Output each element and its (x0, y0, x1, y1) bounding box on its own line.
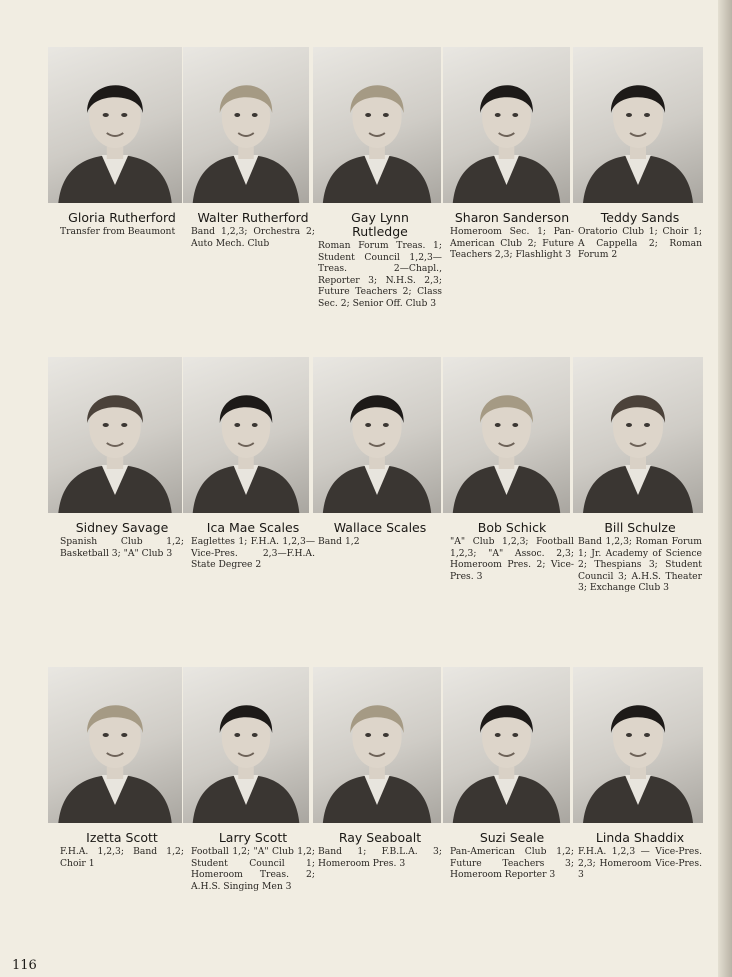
student-activities: "A" Club 1,2,3; Football 1,2,3; "A" Assoc. 2,3; Homeroom Pres. 2; Vice-Pres. 3 (450, 536, 574, 582)
student-portrait (48, 357, 182, 513)
student-name: Teddy Sands (600, 210, 680, 225)
student-portrait (443, 667, 570, 823)
student-activities: Eaglettes 1; F.H.A. 1,2,3—Vice-Pres. 2,3—F.H.A. State Degree 2 (191, 536, 315, 571)
student-portrait (183, 357, 309, 513)
student-caption (450, 211, 574, 261)
student-name: Linda Shaddix (595, 830, 685, 845)
student-caption (578, 211, 702, 261)
student-caption (60, 521, 184, 559)
student-name: Gay Lynn Rutledge (351, 210, 409, 239)
student-portrait (443, 357, 570, 513)
student-activities: Oratorio Club 1; Choir 1; A Cappella 2; Roman Forum 2 (578, 226, 702, 261)
student-name: Bill Schulze (604, 520, 676, 535)
student-activities: Transfer from Beaumont (60, 226, 176, 237)
student-name: Gloria Rutherford (68, 210, 176, 225)
student-name: Larry Scott (218, 830, 288, 845)
student-caption (318, 211, 442, 310)
student-caption (60, 211, 184, 238)
student-portrait (48, 47, 182, 203)
student-name: Ica Mae Scales (206, 520, 300, 535)
student-name: Suzi Seale (479, 830, 545, 845)
student-portrait (573, 47, 703, 203)
student-activities: Pan-American Club 1,2; Future Teachers 3; Homeroom Reporter 3 (450, 846, 574, 881)
student-caption (450, 831, 574, 881)
student-portrait (573, 667, 703, 823)
student-caption (191, 211, 315, 249)
student-caption (60, 831, 184, 869)
student-name: Sidney Savage (75, 520, 169, 535)
student-name: Wallace Scales (333, 520, 427, 535)
student-activities: Spanish Club 1,2; Basketball 3; "A" Club 3 (60, 536, 184, 559)
student-name: Bob Schick (477, 520, 547, 535)
student-caption (191, 521, 315, 571)
student-caption (450, 521, 574, 582)
student-name: Walter Rutherford (197, 210, 309, 225)
student-caption (191, 831, 315, 892)
student-name: Ray Seaboalt (338, 830, 422, 845)
student-caption (318, 521, 442, 548)
student-caption (578, 521, 702, 594)
student-portrait (183, 47, 309, 203)
student-portrait (313, 47, 441, 203)
student-activities: Band 1,2 (318, 536, 360, 547)
student-portrait (183, 667, 309, 823)
student-activities: Football 1,2; "A" Club 1,2; Student Council 1; Homeroom Treas. 2; A.H.S. Singing Men 3 (191, 846, 315, 892)
student-name: Sharon Sanderson (454, 210, 570, 225)
student-activities: Homeroom Sec. 1; Pan-American Club 2; Future Teachers 2,3; Flashlight 3 (450, 226, 574, 261)
student-portrait (313, 667, 441, 823)
student-activities: F.H.A. 1,2,3; Band 1,2; Choir 1 (60, 846, 184, 869)
student-portrait (313, 357, 441, 513)
student-portrait (573, 357, 703, 513)
student-activities: F.H.A. 1,2,3 — Vice-Pres. 2,3; Homeroom Vice-Pres. 3 (578, 846, 702, 881)
page-number: 116 (12, 958, 37, 973)
student-caption (578, 831, 702, 881)
student-activities: Band 1; F.B.L.A. 3; Homeroom Pres. 3 (318, 846, 442, 869)
student-activities: Band 1,2,3; Orchestra 2; Auto Mech. Club (191, 226, 315, 249)
student-portrait (443, 47, 570, 203)
student-activities: Band 1,2,3; Roman Forum 1; Jr. Academy of Science 2; Thespians 3; Student Council 3; A.H.S. Theater 3; Exchange Club 3 (578, 536, 702, 594)
student-activities: Roman Forum Treas. 1; Student Council 1,2,3—Treas. 2—Chapl., Reporter 3; N.H.S. 2,3; Future Teachers 2; Class Sec. 2; Senior Off. Club 3 (318, 240, 442, 309)
student-name: Izetta Scott (86, 830, 158, 845)
student-portrait (48, 667, 182, 823)
student-caption (318, 831, 442, 869)
page-edge (718, 0, 732, 977)
